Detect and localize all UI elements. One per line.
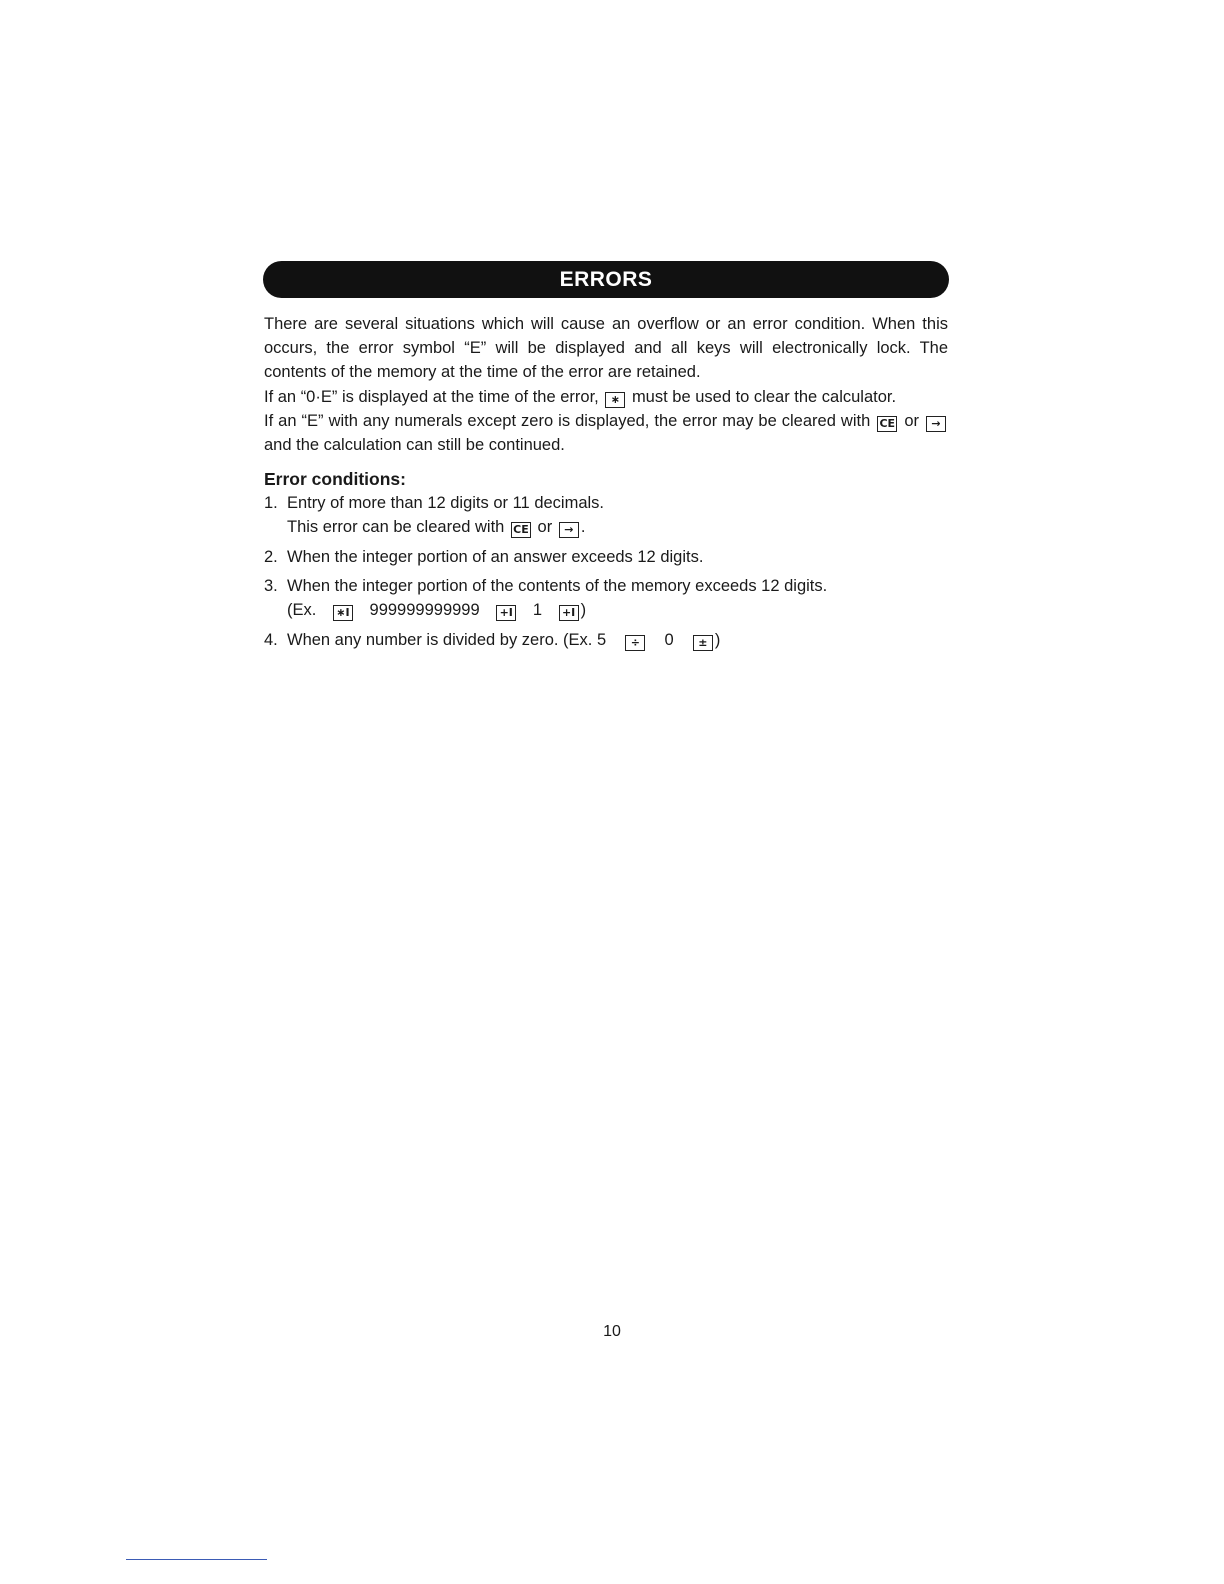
intro-p3-text-a: If an “E” with any numerals except zero is displayed, the error may be cleared with	[264, 411, 871, 430]
list-item-text: When the integer portion of the contents of the memory exceeds 12 digits.	[287, 577, 828, 595]
subtext-a: This error can be cleared with	[287, 518, 505, 537]
list-item-number: 3.	[264, 577, 278, 595]
subtext-or: or	[537, 518, 553, 537]
list-item-number: 2.	[264, 548, 278, 566]
intro-p3-or: or	[904, 411, 919, 430]
list-item	[264, 574, 948, 622]
arrow-key-icon: →	[926, 416, 946, 432]
list-item-text: Entry of more than 12 digits or 11 decimals.	[287, 494, 605, 512]
list-item-number: 4.	[264, 631, 278, 649]
memory-plus-key-icon: +I	[559, 605, 579, 621]
arrow-key-icon: →	[559, 522, 579, 538]
subtext-end: .	[580, 518, 586, 537]
intro-text	[264, 312, 948, 457]
list-item-text: When any number is divided by zero. (Ex. 5	[287, 631, 607, 649]
example-zero: 0	[664, 631, 674, 649]
example-close: )	[580, 601, 587, 620]
example-close: )	[714, 631, 721, 649]
memory-plus-key-icon: +I	[496, 605, 516, 621]
list-item	[264, 491, 948, 539]
page-title: ERRORS	[559, 267, 653, 291]
intro-paragraph-1: There are several situations which will cause an overflow or an error condition. When this occurs, the error symbol “E” will be displayed and all keys will electronically lock. The contents of the memory at the time of the error are retained.	[264, 315, 948, 382]
intro-p3-text-b: and the calculation can still be continued.	[264, 436, 565, 455]
section-banner	[263, 261, 949, 298]
ce-key-icon: CE	[511, 522, 531, 538]
intro-paragraph-2	[264, 385, 948, 409]
error-conditions-heading: Error conditions:	[264, 469, 406, 489]
list-item-number: 1.	[264, 494, 278, 512]
asterisk-key-icon: ∗	[605, 392, 625, 408]
example-open: (Ex.	[287, 601, 317, 620]
ce-key-icon: CE	[877, 416, 897, 432]
intro-p2-text-a: If an “0·E” is displayed at the time of the error,	[264, 387, 599, 406]
list-item-text: When the integer portion of an answer exceeds 12 digits.	[287, 548, 704, 566]
intro-p2-text-b: must be used to clear the calculator.	[631, 387, 897, 406]
example-value: 999999999999	[369, 601, 480, 620]
intro-paragraph-3	[264, 409, 948, 457]
memory-recall-key-icon: ∗I	[333, 605, 353, 621]
page-number: 10	[603, 1323, 621, 1340]
list-item	[264, 628, 948, 652]
example-line	[264, 598, 948, 622]
list-item-subtext	[264, 515, 948, 539]
footer-rule	[126, 1559, 267, 1560]
plus-minus-key-icon: ±	[693, 635, 713, 651]
list-item	[264, 545, 948, 569]
example-one: 1	[532, 601, 543, 620]
divide-key-icon: ÷	[625, 635, 645, 651]
